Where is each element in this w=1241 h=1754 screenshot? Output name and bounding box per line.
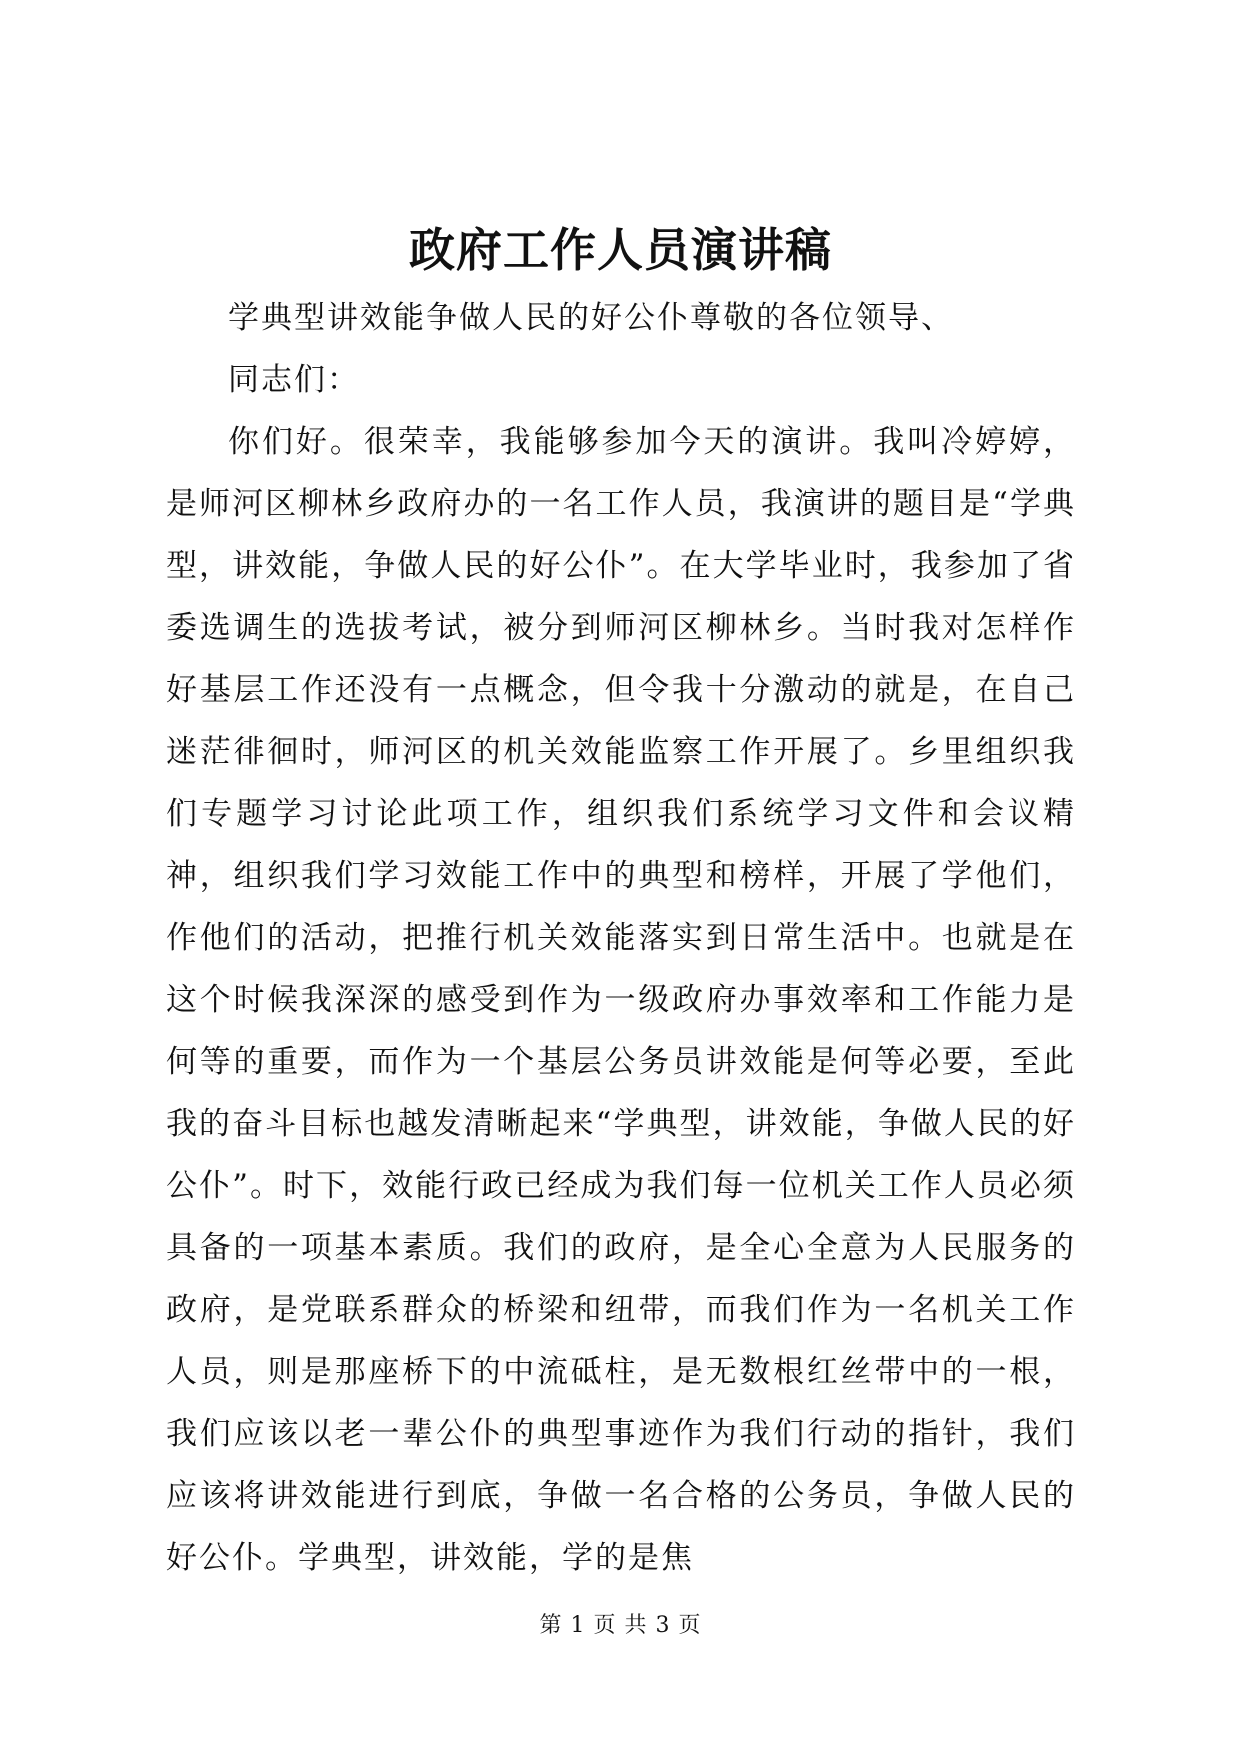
paragraph-salutation: 同志们： bbox=[228, 362, 360, 398]
document-title: 政府工作人员演讲稿 bbox=[409, 223, 832, 277]
paragraph-main: 你们好。很荣幸，我能够参加今天的演讲。我叫冷婷婷，是师河区柳林乡政府办的一名工作人员，我演讲的题目是“学典型，讲效能，争做人民的好公仆”。在大学毕业时，我参加了省委选调生的选拔考试，被分到师河区柳林乡。当时我对怎样作好基层工作还没有一点概念，但令我十分激动的就是，在自己迷茫徘徊时，师河区的机关效能监察工作开展了。乡里组织我们专题学习讨论此项工作，组织我们系统学习文件和会议精神，组织我们学习效能工作中的典型和榜样，开展了学他们，作他们的活动，把推行机关效能落实到日常生活中。也就是在这个时候我深深的感受到作为一级政府办事效率和工作能力是何等的重要，而作为一个基层公务员讲效能是何等必要，至此我的奋斗目标也越发清晰起来“学典型，讲效能，争做人民的好公仆”。时下，效能行政已经成为我们每一位机关工作人员必须具备的一项基本素质。我们的政府，是全心全意为人民服务的政府，是党联系群众的桥梁和纽带，而我们作为一名机关工作人员，则是那座桥下的中流砥柱，是无数根红丝带中的一根，我们应该以老一辈公仆的典型事迹作为我们行动的指针，我们应该将讲效能进行到底，争做一名合格的公务员，争做人民的好公仆。学典型，讲效能，学的是焦 bbox=[166, 424, 1076, 1576]
paragraph-opening: 学典型讲效能争做人民的好公仆尊敬的各位领导、 bbox=[228, 300, 954, 336]
page-footer: 第 1 页 共 3 页 bbox=[539, 1613, 702, 1638]
document-body bbox=[166, 287, 1076, 1589]
